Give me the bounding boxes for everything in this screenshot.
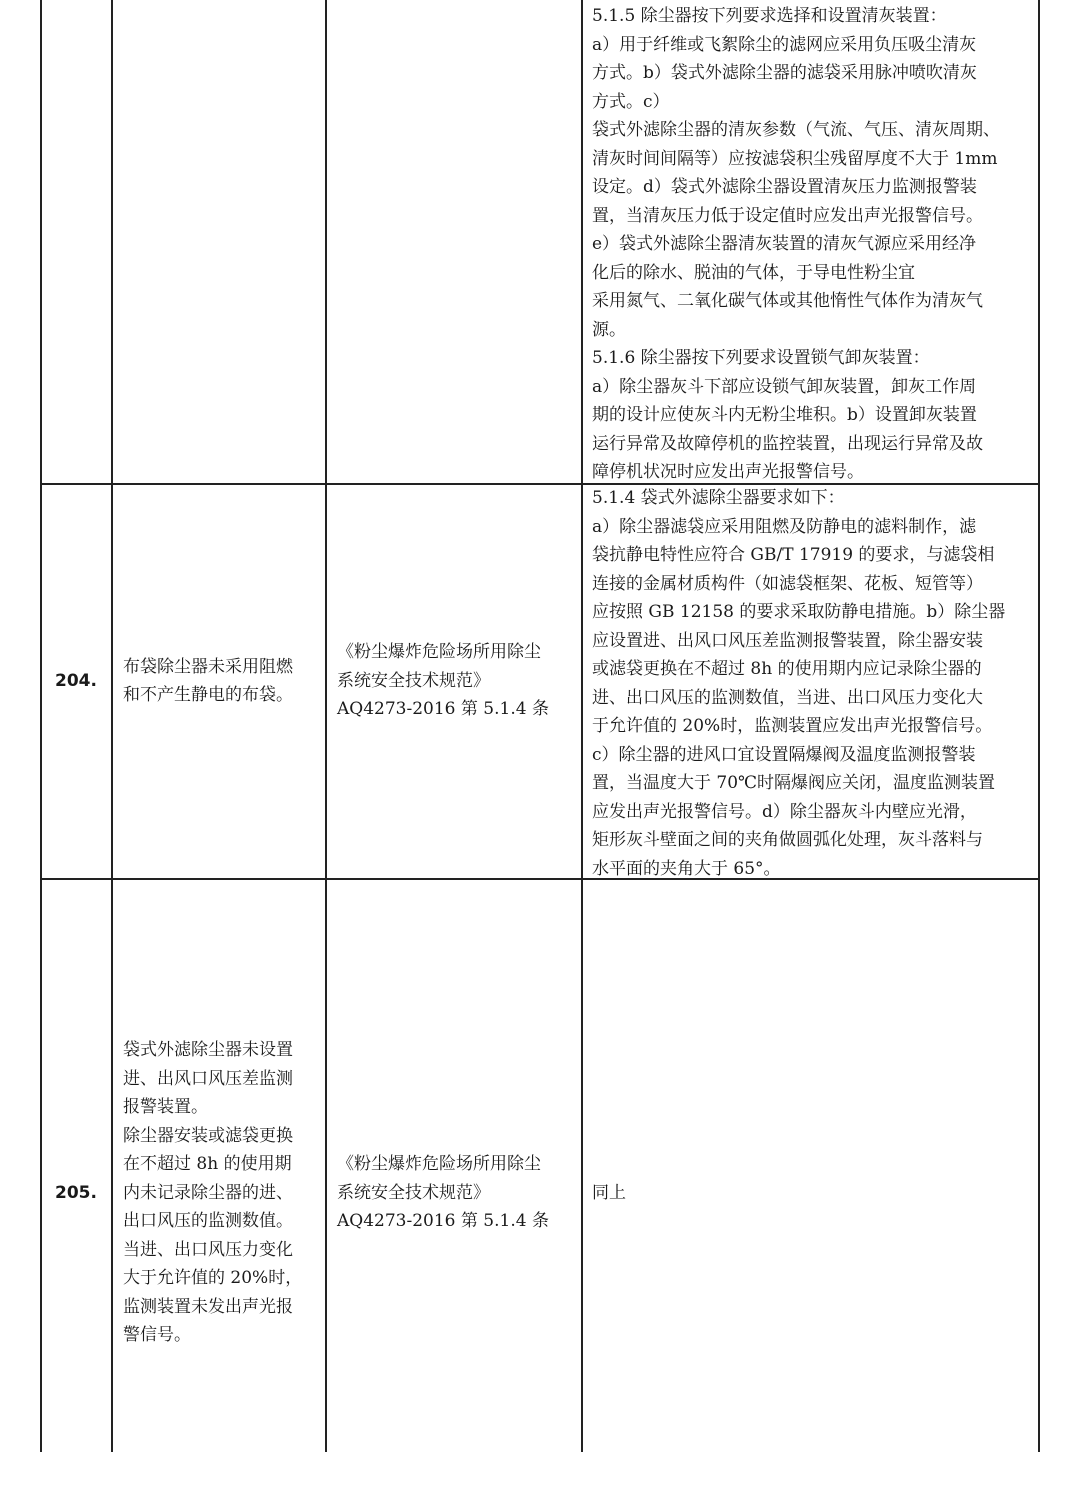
- requirement-line: 采用氮气、二氧化碳气体或其他惰性气体作为清灰气: [592, 291, 983, 311]
- table-row: [0, 879, 1080, 1452]
- hazard-line: 除尘器安装或滤袋更换: [123, 1125, 293, 1146]
- requirement-line: 应按照 GB 12158 的要求采取防静电措施。b）除尘器: [592, 602, 1006, 622]
- requirement-line: c）除尘器的进风口宜设置隔爆阀及温度监测报警装: [592, 744, 976, 765]
- hazard-line: 出口风压的监测数值。: [123, 1211, 293, 1232]
- requirement-line: 矩形灰斗壁面之间的夹角做圆弧化处理，灰斗落料与: [592, 830, 983, 850]
- requirement-line: 化后的除水、脱油的气体，于导电性粉尘宜: [592, 262, 915, 283]
- requirement-line: 运行异常及故障停机的监控装置，出现运行异常及故: [592, 433, 983, 454]
- requirement-line: 袋式外滤除尘器的清灰参数（气流、气压、清灰周期、: [592, 120, 1000, 140]
- basis-line: AQ4273-2016 第 5.1.4 条: [337, 1211, 549, 1232]
- hazard-line: 监测装置未发出声光报: [123, 1296, 293, 1317]
- hazard-line: 在不超过 8h 的使用期: [123, 1154, 292, 1175]
- row-number: 205.: [55, 1183, 97, 1203]
- requirement-line: 应发出声光报警信号。d）除尘器灰斗内壁应光滑，: [592, 801, 977, 822]
- hazard-description: [112, 879, 326, 1507]
- basis-line: 《粉尘爆炸危险场所用除尘: [337, 642, 541, 663]
- requirement-line: e）袋式外滤除尘器清灰装置的清灰气源应采用经净: [592, 234, 977, 254]
- requirement-line: 置，当清灰压力低于设定值时应发出声光报警信号。: [592, 205, 983, 226]
- basis-line: 系统安全技术规范》: [337, 1182, 490, 1203]
- basis-line: AQ4273-2016 第 5.1.4 条: [337, 699, 549, 720]
- requirement-line: 袋抗静电特性应符合 GB/T 17919 的要求，与滤袋相: [592, 545, 995, 565]
- requirement-line: 5.1.6 除尘器按下列要求设置锁气卸灰装置：: [592, 348, 930, 368]
- requirement-line: 设定。d）袋式外滤除尘器设置清灰压力监测报警装: [592, 177, 977, 197]
- requirement-text: [582, 484, 1039, 878]
- hazard-line: 警信号。: [123, 1325, 191, 1346]
- requirement-line: a）用于纤维或飞絮除尘的滤网应采用负压吸尘清灰: [592, 34, 977, 55]
- requirement-line: a）除尘器滤袋应采用阻燃及防静电的滤料制作，滤: [592, 516, 977, 537]
- hazard-line: 内未记录除尘器的进、: [123, 1182, 293, 1203]
- hazard-line: 进、出风口风压差监测: [123, 1068, 293, 1089]
- hazard-line: 和不产生静电的布袋。: [123, 685, 293, 705]
- legal-basis: [326, 0, 582, 483]
- hazard-line: 袋式外滤除尘器未设置: [123, 1040, 293, 1061]
- table-row: [0, 484, 1080, 878]
- row-number: [40, 0, 112, 483]
- legal-basis: [326, 484, 582, 878]
- requirement-line: 或滤袋更换在不超过 8h 的使用期内应记录除尘器的: [592, 659, 982, 679]
- requirement-line: 应设置进、出风口风压差监测报警装置，除尘器安装: [592, 630, 983, 651]
- requirement-line: 期的设计应使灰斗内无粉尘堆积。b）设置卸灰装置: [592, 405, 977, 425]
- requirement-line: 进、出口风压的监测数值，当进、出口风压力变化大: [592, 687, 983, 708]
- requirement-line: 水平面的夹角大于 65°。: [592, 858, 781, 879]
- basis-line: 系统安全技术规范》: [337, 670, 490, 691]
- requirement-line: 方式。c）: [592, 91, 670, 112]
- table-row: [0, 0, 1080, 483]
- hazard-description: [112, 484, 326, 878]
- requirement-text: [582, 879, 1039, 1507]
- requirement-line: 置，当温度大于 70℃时隔爆阀应关闭，温度监测装置: [592, 773, 996, 793]
- row-number: 204.: [55, 671, 97, 691]
- hazard-description: [112, 0, 326, 483]
- requirement-line: 障停机状况时应发出声光报警信号。: [592, 462, 864, 482]
- requirement-line: 清灰时间间隔等）应按滤袋积尘残留厚度不大于 1mm: [592, 148, 998, 169]
- requirement-line: 于允许值的 20%时，监测装置应发出声光报警信号。: [592, 716, 993, 736]
- requirement-line: 方式。b）袋式外滤除尘器的滤袋采用脉冲喷吹清灰: [592, 63, 977, 83]
- requirement-line: 同上: [592, 1182, 626, 1203]
- legal-basis: [326, 879, 582, 1507]
- requirement-line: 源。: [592, 319, 626, 340]
- requirement-line: a）除尘器灰斗下部应设锁气卸灰装置，卸灰工作周: [592, 376, 977, 397]
- requirement-line: 5.1.5 除尘器按下列要求选择和设置清灰装置：: [592, 6, 947, 26]
- requirement-line: 5.1.4 袋式外滤除尘器要求如下：: [592, 488, 845, 508]
- hazard-line: 当进、出口风压力变化: [123, 1239, 293, 1260]
- basis-line: 《粉尘爆炸危险场所用除尘: [337, 1154, 541, 1175]
- hazard-line: 报警装置。: [123, 1097, 208, 1118]
- hazard-line: 大于允许值的 20%时，: [123, 1268, 303, 1289]
- requirement-text: [582, 2, 1039, 482]
- requirement-line: 连接的金属材质构件（如滤袋框架、花板、短管等）: [592, 573, 983, 594]
- hazard-line: 布袋除尘器未采用阻燃: [123, 656, 293, 677]
